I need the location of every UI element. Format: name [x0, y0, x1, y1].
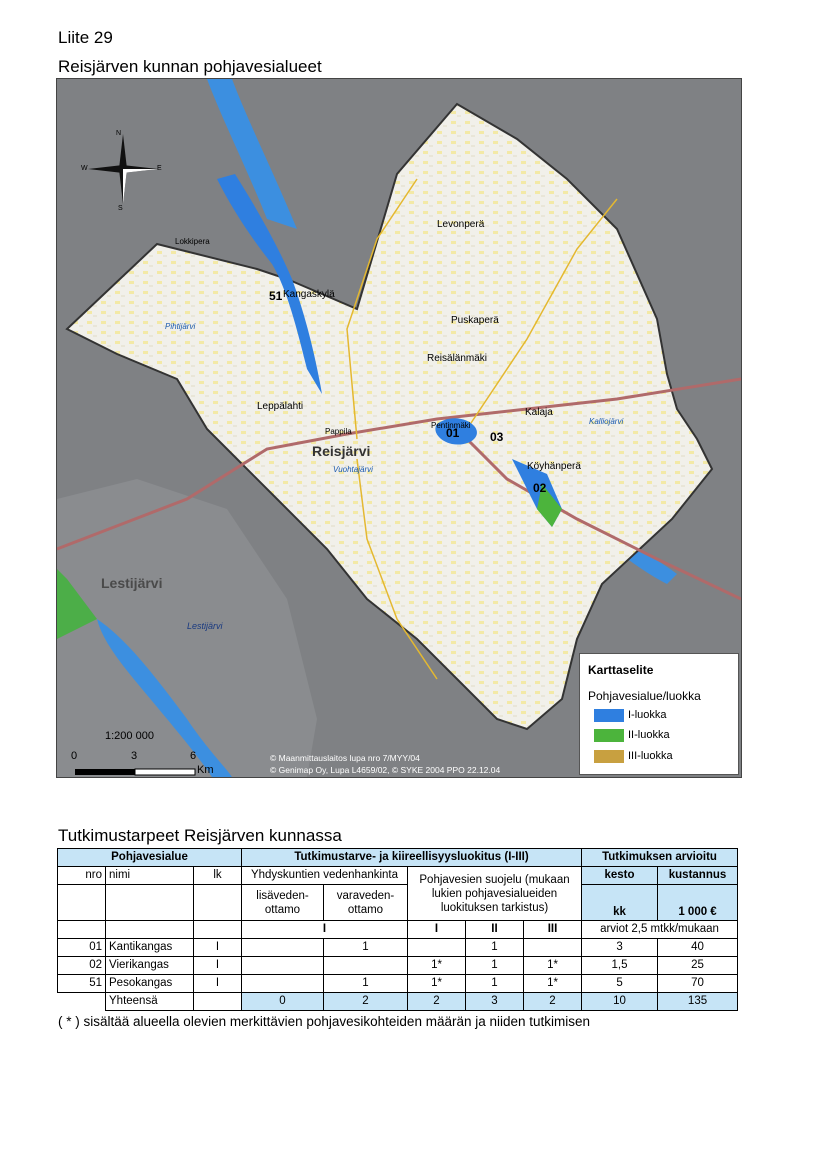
legend-swatch-green [594, 729, 624, 742]
cell-lk: I [194, 939, 242, 957]
cell-nimi: Pesokangas [106, 975, 194, 993]
map-copyright-1: © Maanmittauslaitos lupa nro 7/MYY/04 [270, 753, 420, 763]
legend-label: III-luokka [628, 750, 673, 762]
cell-nro: 01 [58, 939, 106, 957]
map-copyright-2: © Genimap Oy, Lupa L4659/02, © SYKE 2004 PPO 22.12.04 [270, 765, 501, 775]
cell-vara: 1 [324, 975, 408, 993]
cell-vara [324, 957, 408, 975]
footnote: ( * ) sisältää alueella olevien merkittävien pohjavesikohteiden määrän ja niiden tutkimisen [58, 1014, 591, 1029]
header-additional-intake: lisäveden-ottamo [242, 885, 324, 921]
cell-p3: 1* [524, 975, 582, 993]
cell-kustannus: 25 [658, 957, 738, 975]
scale-tick-3: 3 [131, 750, 138, 762]
header-needs: Tutkimustarve- ja kiireellisyysluokitus (I-III) [242, 849, 582, 867]
cell-kesto: 5 [582, 975, 658, 993]
header-duration-unit: kk [582, 885, 658, 921]
total-empty-lk [194, 993, 242, 1011]
place-lokkipera: Lokkipera [175, 237, 210, 246]
header-empty-lk [194, 885, 242, 921]
cell-kustannus: 40 [658, 939, 738, 957]
cell-nro: 02 [58, 957, 106, 975]
legend-swatch-brown [594, 750, 624, 763]
header-protection-i: I [408, 921, 466, 939]
map-title: Reisjärven kunnan pohjavesialueet [58, 57, 322, 76]
header-estimate: Tutkimuksen arvioitu [582, 849, 738, 867]
total-lisa: 0 [242, 993, 324, 1011]
place-kalaja: Kalaja [525, 407, 553, 418]
header4-empty [194, 921, 242, 939]
header-row-3 [58, 885, 738, 921]
header-protection-ii: II [466, 921, 524, 939]
total-vara: 2 [324, 993, 408, 1011]
cell-p1 [408, 939, 466, 957]
cell-kesto: 3 [582, 939, 658, 957]
place-levonpera: Levonperä [437, 219, 485, 230]
legend-label: II-luokka [628, 729, 670, 741]
lake-lestijarvi: Lestijärvi [187, 621, 223, 631]
research-needs-table [57, 848, 738, 1011]
place-reisjarvi: Reisjärvi [312, 443, 371, 459]
cell-lisa [242, 957, 324, 975]
table-row [58, 975, 738, 993]
scale-bar [75, 769, 195, 775]
cell-lk: I [194, 957, 242, 975]
header-cost: kustannus [658, 867, 738, 885]
cell-lisa [242, 975, 324, 993]
header-row-2 [58, 867, 738, 885]
scale-unit: Km [197, 764, 214, 776]
legend-swatch-blue [594, 709, 624, 722]
compass-e: E [157, 165, 162, 172]
header-supply: Yhdyskuntien vedenhankinta [242, 867, 408, 885]
header-reserve-intake: varaveden-ottamo [324, 885, 408, 921]
scale-tick-6: 6 [190, 750, 197, 762]
cell-lk: I [194, 975, 242, 993]
total-kustannus: 135 [658, 993, 738, 1011]
header-area: Pohjavesialue [58, 849, 242, 867]
header-empty-nimi [106, 885, 194, 921]
compass-w: W [81, 165, 88, 172]
legend-title: Karttaselite [588, 663, 654, 677]
cell-vara: 1 [324, 939, 408, 957]
cell-kustannus: 70 [658, 975, 738, 993]
header-nimi: nimi [106, 867, 194, 885]
header-empty-nro [58, 885, 106, 921]
cell-nro: 51 [58, 975, 106, 993]
cell-p2: 1 [466, 957, 524, 975]
total-p3: 2 [524, 993, 582, 1011]
place-leppalahti: Leppälahti [257, 401, 304, 412]
cell-p1: 1* [408, 975, 466, 993]
lake-vuohtajarvi: Vuohtajärvi [333, 465, 373, 474]
header-protection: Pohjavesien suojelu (mukaan lukien pohjavesialueiden luokituksen tarkistus) [408, 867, 582, 921]
appendix-label: Liite 29 [58, 28, 113, 47]
place-pappila: Pappila [325, 427, 352, 436]
cell-p3: 1* [524, 957, 582, 975]
cell-kesto: 1,5 [582, 957, 658, 975]
map-legend [579, 653, 739, 775]
area-label-51: 51 [269, 289, 283, 303]
lake-kalliojarvi: Kalliojärvi [589, 417, 624, 426]
total-kesto: 10 [582, 993, 658, 1011]
cell-p2: 1 [466, 939, 524, 957]
total-empty [58, 993, 106, 1011]
header4-empty [58, 921, 106, 939]
place-kangaskyla: Kangaskylä [283, 289, 335, 300]
place-puskapera: Puskaperä [451, 315, 499, 326]
header-nro: nro [58, 867, 106, 885]
legend-subtitle: Pohjavesialue/luokka [588, 689, 701, 703]
header4-empty [106, 921, 194, 939]
compass-n: N [116, 130, 122, 137]
area-label-03: 03 [490, 430, 504, 444]
place-koyhanpera: Köyhänperä [527, 461, 581, 472]
table-title: Tutkimustarpeet Reisjärven kunnassa [58, 826, 342, 845]
area-label-02: 02 [533, 481, 547, 495]
place-lestijarvi: Lestijärvi [101, 575, 163, 591]
header-cost-unit: 1 000 € [658, 885, 738, 921]
header-lk: lk [194, 867, 242, 885]
cell-lisa [242, 939, 324, 957]
header-supply-class: I [242, 921, 408, 939]
table-row [58, 939, 738, 957]
table-row [58, 957, 738, 975]
place-reisalanmaki: Reisälänmäki [427, 353, 488, 364]
compass-s: S [118, 205, 123, 212]
total-p1: 2 [408, 993, 466, 1011]
header-rate: arviot 2,5 mtkk/mukaan [582, 921, 738, 939]
cell-p3 [524, 939, 582, 957]
area-label-01: 01 [446, 426, 460, 440]
total-label: Yhteensä [106, 993, 194, 1011]
cell-nimi: Vierikangas [106, 957, 194, 975]
lake-pihtijarvi: Pihtijärvi [165, 322, 196, 331]
scale-tick-0: 0 [71, 750, 78, 762]
header-row-4 [58, 921, 738, 939]
cell-p2: 1 [466, 975, 524, 993]
total-row [58, 993, 738, 1011]
header-protection-iii: III [524, 921, 582, 939]
scale-ratio: 1:200 000 [105, 730, 154, 742]
header-row-1 [58, 849, 738, 867]
place-pentinmaki: Pentinmäki [431, 421, 471, 430]
header-duration: kesto [582, 867, 658, 885]
cell-p1: 1* [408, 957, 466, 975]
legend-label: I-luokka [628, 709, 667, 721]
total-p2: 3 [466, 993, 524, 1011]
cell-nimi: Kantikangas [106, 939, 194, 957]
